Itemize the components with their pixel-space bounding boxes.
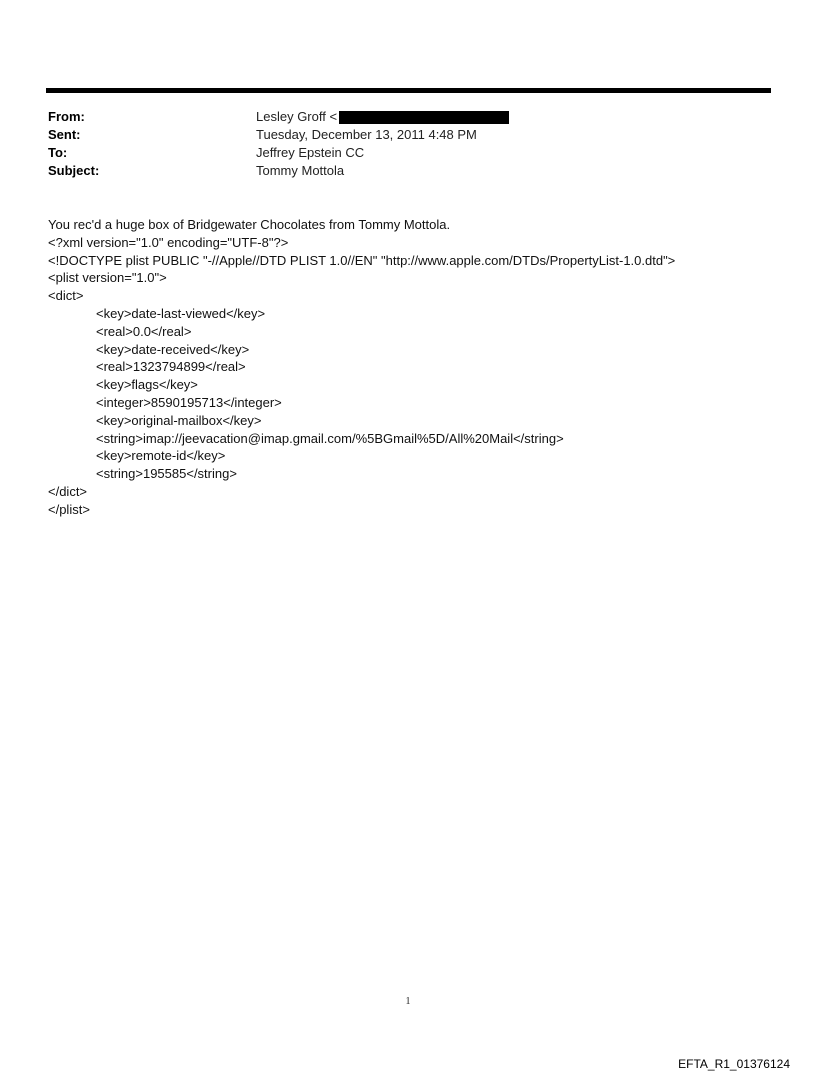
subject-label: Subject: <box>48 163 100 178</box>
dict-line: <key>original-mailbox</key> <box>96 412 262 428</box>
page-number: 1 <box>405 996 411 1007</box>
redaction-block <box>339 111 509 124</box>
dict-line: <string>imap://jeevacation@imap.gmail.com/%5BGmail%5D/All%20Mail</string> <box>96 430 564 446</box>
dict-line: <real>0.0</real> <box>96 323 192 339</box>
dict-line: <integer>8590195713</integer> <box>96 394 282 410</box>
sent-label: Sent: <box>48 127 81 142</box>
dict-line: <string>195585</string> <box>96 466 237 482</box>
dict-close-tag: </dict> <box>48 483 88 499</box>
dict-line: <key>flags</key> <box>96 377 198 393</box>
plist-open-tag: <plist version="1.0"> <box>48 270 167 286</box>
dict-open-tag: <dict> <box>48 288 84 304</box>
email-body <box>48 216 788 519</box>
subject-row <box>48 162 748 180</box>
dict-line: <key>date-received</key> <box>96 341 250 357</box>
top-divider <box>46 88 771 93</box>
plist-close-tag: </plist> <box>48 501 90 517</box>
sent-row <box>48 126 748 144</box>
xml-declaration: <?xml version="1.0" encoding="UTF-8"?> <box>48 234 289 250</box>
message-text: You rec'd a huge box of Bridgewater Chocolates from Tommy Mottola. <box>48 217 451 232</box>
to-value: Jeffrey Epstein CC <box>256 145 365 160</box>
from-row <box>48 108 748 126</box>
doctype-line: <!DOCTYPE plist PUBLIC "-//Apple//DTD PLIST 1.0//EN" "http://www.apple.com/DTDs/PropertyList-1.0.dtd"> <box>48 252 676 268</box>
dict-line: <key>remote-id</key> <box>96 448 226 464</box>
from-label: From: <box>48 109 85 124</box>
to-label: To: <box>48 145 68 160</box>
from-value <box>256 108 509 126</box>
to-row <box>48 144 748 162</box>
sender-name: Lesley Groff < <box>256 109 338 124</box>
subject-value: Tommy Mottola <box>256 163 345 178</box>
email-header <box>48 108 748 180</box>
sent-value: Tuesday, December 13, 2011 4:48 PM <box>256 127 477 142</box>
dict-line: <key>date-last-viewed</key> <box>96 305 266 321</box>
dict-line: <real>1323794899</real> <box>96 359 246 375</box>
document-id: EFTA_R1_01376124 <box>678 1057 790 1071</box>
